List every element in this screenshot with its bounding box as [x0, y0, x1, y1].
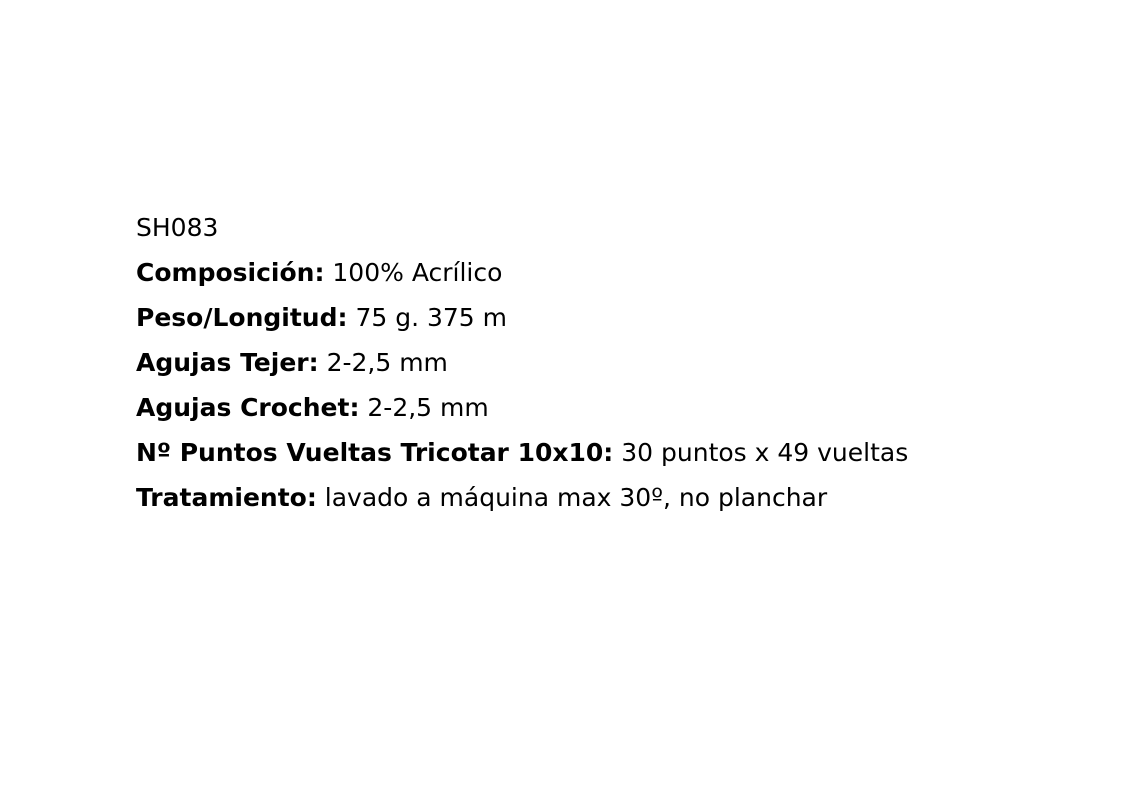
spec-label-agujas-tejer: Agujas Tejer: — [136, 348, 319, 377]
spec-row — [136, 385, 1036, 430]
spec-label-composicion: Composición: — [136, 258, 325, 287]
spec-label-peso-longitud: Peso/Longitud: — [136, 303, 348, 332]
product-spec-block — [136, 205, 1036, 520]
spec-label-puntos-vueltas: Nº Puntos Vueltas Tricotar 10x10: — [136, 438, 614, 467]
spec-value-puntos-vueltas: 30 puntos x 49 vueltas — [621, 438, 909, 467]
spec-row — [136, 340, 1036, 385]
spec-row — [136, 475, 1036, 520]
spec-value-tratamiento: lavado a máquina max 30º, no planchar — [324, 483, 828, 512]
spec-label-agujas-crochet: Agujas Crochet: — [136, 393, 360, 422]
spec-value-peso-longitud: 75 g. 375 m — [355, 303, 507, 332]
product-code: SH083 — [136, 213, 219, 242]
spec-value-agujas-crochet: 2-2,5 mm — [367, 393, 489, 422]
spec-row — [136, 295, 1036, 340]
spec-value-agujas-tejer: 2-2,5 mm — [326, 348, 448, 377]
spec-label-tratamiento: Tratamiento: — [136, 483, 317, 512]
spec-row — [136, 250, 1036, 295]
spec-value-composicion: 100% Acrílico — [332, 258, 503, 287]
spec-row — [136, 430, 1036, 475]
